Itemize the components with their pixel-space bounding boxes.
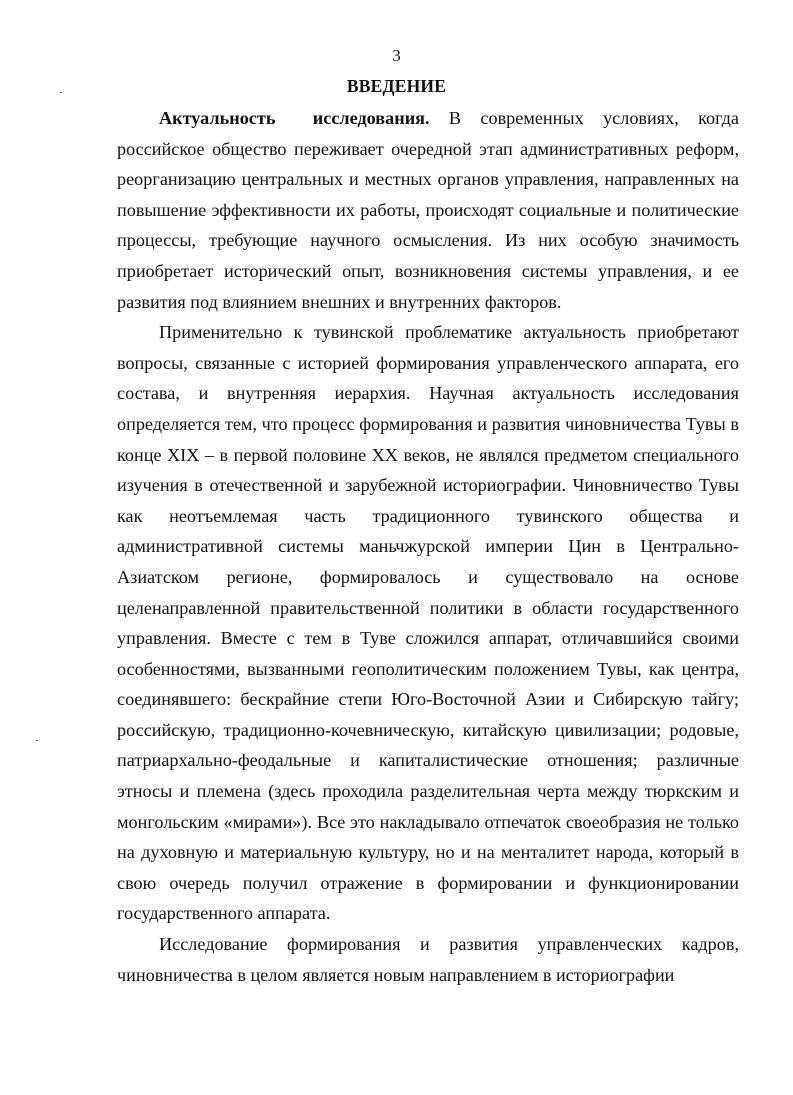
paragraph-study: Исследование формирования и развития управленческих кадров, чиновничества в целом является новым направлением в историографии xyxy=(117,934,739,985)
body-text xyxy=(117,103,739,990)
scan-speck xyxy=(60,92,62,93)
page-number: 3 xyxy=(392,46,401,65)
paragraph-text: В современных условиях, когда российское общество переживает очередной этап административных реформ, реорганизацию центральных и местных органов управления, направленных на повышение эффективности их работы, происходят социальные и политические процессы, требующие научного осмысления. Из них особую значимость приобретает исторический опыт, возникновения системы управления, и ее развития под влиянием внешних и внутренних факторов. xyxy=(117,108,739,312)
scan-speck xyxy=(36,740,38,741)
section-heading: ВВЕДЕНИЕ xyxy=(346,76,447,96)
paragraph-lead: Актуальность исследования. xyxy=(159,108,430,128)
paragraph-tuva: Применительно к тувинской проблематике актуальность приобретают вопросы, связанные с историей формирования управленческого аппарата, его состава, и внутренняя иерархия. Научная актуальность исследования определяется тем, что процесс формирования и развития чиновничества Тувы в конце XIX – в первой половине XX веков, не являлся предметом специального изучения в отечественной и зарубежной историографии. Чиновничество Тувы как неотъемлемая часть традиционного тувинского общества и административной системы маньчжурской империи Цин в Центрально-Азиатском регионе, формировалось и существовало на основе целенаправленной правительственной политики в области государственного управления. Вместе с тем в Туве сложился аппарат, отличавшийся своими особенностями, вызванными геополитическим положением Тувы, как центра, соединявшего: бескрайние степи Юго-Восточной Азии и Сибирскую тайгу; российскую, традиционно-кочевническую, китайскую цивилизации; родовые, патриархально-феодальные и капиталистические отношения; различные этносы и племена (здесь проходила разделительная черта между тюркским и монгольским «мирами»). Все это накладывало отпечаток своеобразия не только на духовную и материальную культуру, но и на менталитет народа, который в свою очередь получил отражение в формировании и функционировании государственного аппарата. xyxy=(117,322,739,924)
paragraph-relevance xyxy=(117,103,739,317)
